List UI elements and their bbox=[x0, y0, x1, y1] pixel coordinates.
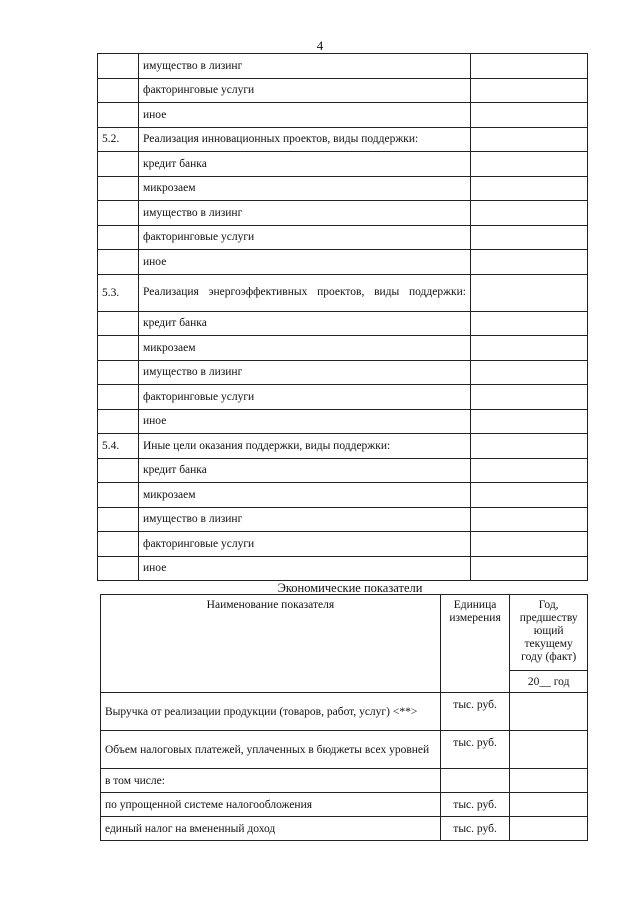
table-row bbox=[98, 409, 588, 434]
value-cell[interactable] bbox=[510, 769, 588, 793]
row-name: кредит банка bbox=[139, 458, 471, 483]
table-row bbox=[98, 556, 588, 581]
row-name: микрозаем bbox=[139, 483, 471, 508]
table-row bbox=[98, 274, 588, 311]
row-name: кредит банка bbox=[139, 311, 471, 336]
table-row bbox=[98, 103, 588, 128]
row-number bbox=[98, 483, 139, 508]
value-cell[interactable] bbox=[471, 385, 588, 410]
table-row bbox=[98, 54, 588, 79]
row-number bbox=[98, 458, 139, 483]
row-number bbox=[98, 385, 139, 410]
table-row bbox=[101, 769, 588, 793]
indicator-unit: тыс. руб. bbox=[440, 817, 510, 841]
indicator-name: Выручка от реализации продукции (товаров, работ, услуг) <**> bbox=[101, 693, 441, 731]
indicator-name: Объем налоговых платежей, уплаченных в бюджеты всех уровней bbox=[101, 731, 441, 769]
value-cell[interactable] bbox=[510, 693, 588, 731]
value-cell[interactable] bbox=[471, 152, 588, 177]
row-number bbox=[98, 409, 139, 434]
table-row bbox=[101, 793, 588, 817]
indicator-name: в том числе: bbox=[101, 769, 441, 793]
value-cell[interactable] bbox=[471, 360, 588, 385]
table-row bbox=[101, 693, 588, 731]
row-number bbox=[98, 250, 139, 275]
row-name: кредит банка bbox=[139, 152, 471, 177]
value-cell[interactable] bbox=[471, 311, 588, 336]
table-row bbox=[98, 458, 588, 483]
table-row bbox=[98, 434, 588, 459]
indicator-name: единый налог на вмененный доход bbox=[101, 817, 441, 841]
row-name: иное bbox=[139, 250, 471, 275]
table-row bbox=[98, 311, 588, 336]
value-cell[interactable] bbox=[471, 532, 588, 557]
header-name: Наименование показателя bbox=[101, 595, 441, 693]
row-name: имущество в лизинг bbox=[139, 201, 471, 226]
row-number bbox=[98, 311, 139, 336]
row-name: микрозаем bbox=[139, 336, 471, 361]
row-name: имущество в лизинг bbox=[139, 507, 471, 532]
indicator-unit: тыс. руб. bbox=[440, 693, 510, 731]
value-cell[interactable] bbox=[471, 409, 588, 434]
table-row bbox=[98, 360, 588, 385]
table-row bbox=[98, 532, 588, 557]
row-name: микрозаем bbox=[139, 176, 471, 201]
row-number: 5.3. bbox=[98, 274, 139, 311]
value-cell[interactable] bbox=[471, 250, 588, 275]
page-number: 4 bbox=[316, 38, 324, 53]
table-row bbox=[98, 225, 588, 250]
row-name: Реализация энергоэффективных проектов, виды поддержки: bbox=[139, 274, 471, 311]
row-number bbox=[98, 507, 139, 532]
table-row bbox=[101, 731, 588, 769]
table-row bbox=[98, 507, 588, 532]
indicator-unit: тыс. руб. bbox=[440, 793, 510, 817]
header-year: Год, предшеству ющий текущему году (факт) bbox=[510, 595, 588, 671]
value-cell[interactable] bbox=[510, 793, 588, 817]
table-row bbox=[98, 250, 588, 275]
value-cell[interactable] bbox=[471, 103, 588, 128]
value-cell[interactable] bbox=[471, 458, 588, 483]
row-name: факторинговые услуги bbox=[139, 78, 471, 103]
row-name: факторинговые услуги bbox=[139, 225, 471, 250]
table-row bbox=[98, 201, 588, 226]
header-unit: Единица измерения bbox=[440, 595, 510, 693]
row-name: имущество в лизинг bbox=[139, 54, 471, 79]
row-name: факторинговые услуги bbox=[139, 385, 471, 410]
indicator-unit: тыс. руб. bbox=[440, 731, 510, 769]
table-row bbox=[98, 176, 588, 201]
row-number bbox=[98, 532, 139, 557]
row-number bbox=[98, 225, 139, 250]
header-year-sub: 20__ год bbox=[510, 671, 588, 693]
table-row bbox=[98, 385, 588, 410]
row-number bbox=[98, 78, 139, 103]
row-number bbox=[98, 152, 139, 177]
row-number: 5.2. bbox=[98, 127, 139, 152]
table-row bbox=[98, 127, 588, 152]
row-name: Иные цели оказания поддержки, виды поддержки: bbox=[139, 434, 471, 459]
section-caption: Экономические показатели bbox=[277, 581, 423, 595]
value-cell[interactable] bbox=[471, 556, 588, 581]
value-cell[interactable] bbox=[471, 483, 588, 508]
economic-indicators-table bbox=[100, 594, 588, 841]
indicator-unit bbox=[440, 769, 510, 793]
header-row bbox=[101, 595, 588, 671]
value-cell[interactable] bbox=[471, 127, 588, 152]
value-cell[interactable] bbox=[471, 434, 588, 459]
value-cell[interactable] bbox=[471, 201, 588, 226]
value-cell[interactable] bbox=[471, 225, 588, 250]
row-number bbox=[98, 336, 139, 361]
row-name: факторинговые услуги bbox=[139, 532, 471, 557]
row-number bbox=[98, 176, 139, 201]
value-cell[interactable] bbox=[471, 78, 588, 103]
row-name: Реализация инновационных проектов, виды поддержки: bbox=[139, 127, 471, 152]
indicator-name: по упрощенной системе налогообложения bbox=[101, 793, 441, 817]
value-cell[interactable] bbox=[471, 54, 588, 79]
table-row bbox=[98, 152, 588, 177]
row-name: иное bbox=[139, 103, 471, 128]
row-number bbox=[98, 201, 139, 226]
table-row bbox=[98, 336, 588, 361]
value-cell[interactable] bbox=[471, 507, 588, 532]
row-number bbox=[98, 556, 139, 581]
table-row bbox=[98, 78, 588, 103]
value-cell[interactable] bbox=[510, 731, 588, 769]
row-name: иное bbox=[139, 409, 471, 434]
value-cell[interactable] bbox=[510, 817, 588, 841]
support-types-table bbox=[97, 53, 588, 581]
value-cell[interactable] bbox=[471, 336, 588, 361]
value-cell[interactable] bbox=[471, 274, 588, 311]
row-name: имущество в лизинг bbox=[139, 360, 471, 385]
row-name: иное bbox=[139, 556, 471, 581]
row-number bbox=[98, 360, 139, 385]
table-row bbox=[101, 817, 588, 841]
value-cell[interactable] bbox=[471, 176, 588, 201]
row-number: 5.4. bbox=[98, 434, 139, 459]
table-row bbox=[98, 483, 588, 508]
row-number bbox=[98, 103, 139, 128]
row-number bbox=[98, 54, 139, 79]
